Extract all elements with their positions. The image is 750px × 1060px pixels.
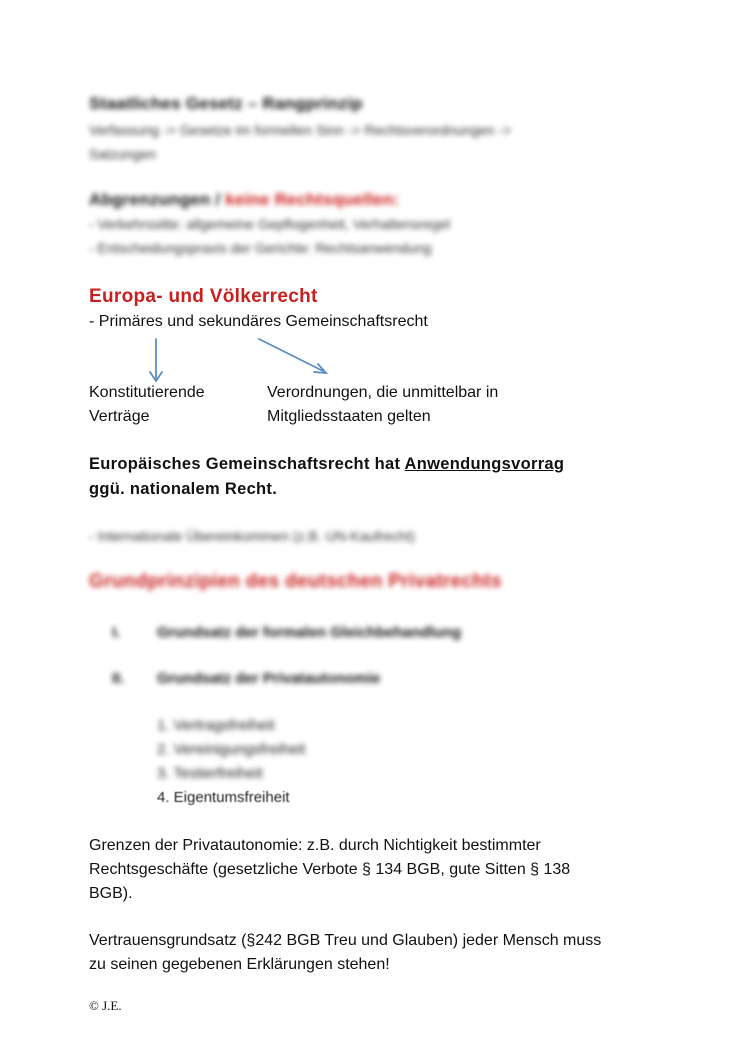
- abgrenzungen-label: Abgrenzungen /: [89, 190, 226, 209]
- roman-numeral-1: I.: [112, 624, 121, 641]
- freiheit-item-2: 2. Vereinigungsfreiheit: [157, 741, 306, 758]
- rangprinzip-line-2: Satzungen: [89, 146, 156, 162]
- grundsatz-privatautonomie: Grundsatz der Privatautonomie: [157, 670, 381, 687]
- international-line: - Internationale Übereinkommen (z.B. UN-Kaufrecht): [89, 528, 416, 544]
- grenzen-line-3: BGB).: [89, 885, 133, 902]
- freiheit-item-3: 3. Testierfreiheit: [157, 765, 263, 782]
- copyright-footer: © J.E.: [89, 998, 122, 1013]
- vertrauen-line-2: zu seinen gegebenen Erklärungen stehen!: [89, 956, 390, 973]
- abgrenzungen-line-2: - Entscheidungspraxis der Gerichte: Rechtsanwendung: [89, 240, 432, 256]
- grenzen-line-2: Rechtsgeschäfte (gesetzliche Verbote § 134 BGB, gute Sitten § 138: [89, 861, 571, 878]
- freiheit-item-1: 1. Vertragsfreiheit: [157, 717, 275, 734]
- grundsatz-gleichbehandlung: Grundsatz der formalen Gleichbehandlung: [157, 624, 462, 641]
- anwendungsvorrang-statement: [89, 452, 564, 476]
- arrow-down-right: [259, 339, 325, 372]
- grenzen-line-1: Grenzen der Privatautonomie: z.B. durch Nichtigkeit bestimmter: [89, 837, 541, 854]
- vertrauen-line-1: Vertrauensgrundsatz (§242 BGB Treu und Glauben) jeder Mensch muss: [89, 932, 602, 949]
- verordnungen-line-2: Mitgliedsstaaten gelten: [267, 408, 431, 425]
- rangprinzip-line-1: Verfassung -> Gesetze im formellen Sinn -> Rechtsverordnungen ->: [89, 122, 512, 138]
- section-title-rangprinzip: Staatliches Gesetz – Rangprinzip: [89, 94, 363, 113]
- gemeinschaftsrecht-line: - Primäres und sekundäres Gemeinschaftsrecht: [89, 313, 428, 330]
- konstitutierende-line-1: Konstitutierende: [89, 384, 205, 401]
- freiheit-item-4: 4. Eigentumsfreiheit: [157, 789, 290, 806]
- statement-prefix: Europäisches Gemeinschaftsrecht hat: [89, 455, 405, 473]
- anwendungsvorrag-term: Anwendungsvorrag: [404, 455, 565, 473]
- keine-rechtsquellen-label: keine Rechtsquellen:: [225, 190, 400, 209]
- verordnungen-line-1: Verordnungen, die unmittelbar in: [267, 384, 499, 401]
- statement-line-2: ggü. nationalem Recht.: [89, 480, 278, 498]
- grundprinzipien-heading: Grundprinzipien des deutschen Privatrechts: [89, 571, 502, 592]
- konstitutierende-line-2: Verträge: [89, 408, 150, 425]
- europa-heading: Europa- und Völkerrecht: [89, 286, 318, 307]
- roman-numeral-2: II.: [112, 670, 125, 687]
- abgrenzungen-line-1: - Verkehrssitte: allgemeine Gepflogenheit, Verhaltensregel: [89, 216, 451, 232]
